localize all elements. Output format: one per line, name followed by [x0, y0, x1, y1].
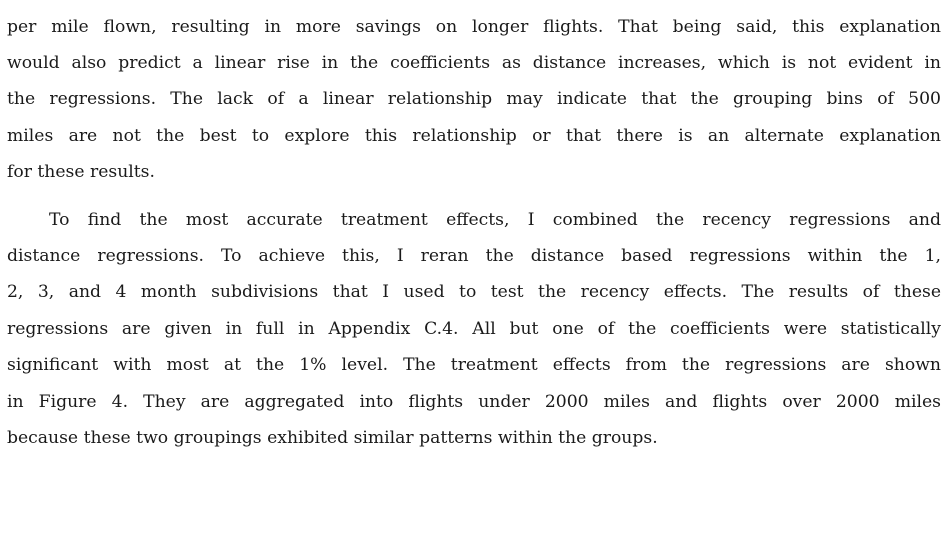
paragraph-line: because these two groupings exhibited similar patterns within the groups. [7, 428, 658, 448]
paragraph-line: distance regressions. To achieve this, I reran the distance based regressions within the 1, [7, 246, 941, 266]
paragraph-line: in Figure 4. They are aggregated into flights under 2000 miles and flights over 2000 miles [7, 392, 941, 412]
paragraph-line: significant with most at the 1% level. The treatment effects from the regressions are shown [7, 355, 941, 375]
paragraph-line: would also predict a linear rise in the coefficients as distance increases, which is not evident in [7, 53, 941, 73]
paragraph-line: for these results. [7, 162, 155, 182]
paragraph-line: per mile flown, resulting in more savings on longer flights. That being said, this explanation [7, 17, 941, 37]
paragraph-line: To find the most accurate treatment effects, I combined the recency regressions and [49, 210, 941, 230]
paragraph-line: miles are not the best to explore this relationship or that there is an alternate explanation [7, 126, 941, 146]
paragraph-line: 2, 3, and 4 month subdivisions that I used to test the recency effects. The results of these [7, 282, 941, 302]
paragraph-line: the regressions. The lack of a linear relationship may indicate that the grouping bins of 500 [7, 89, 941, 109]
paragraph-line: regressions are given in full in Appendix C.4. All but one of the coefficients were statistically [7, 319, 941, 339]
